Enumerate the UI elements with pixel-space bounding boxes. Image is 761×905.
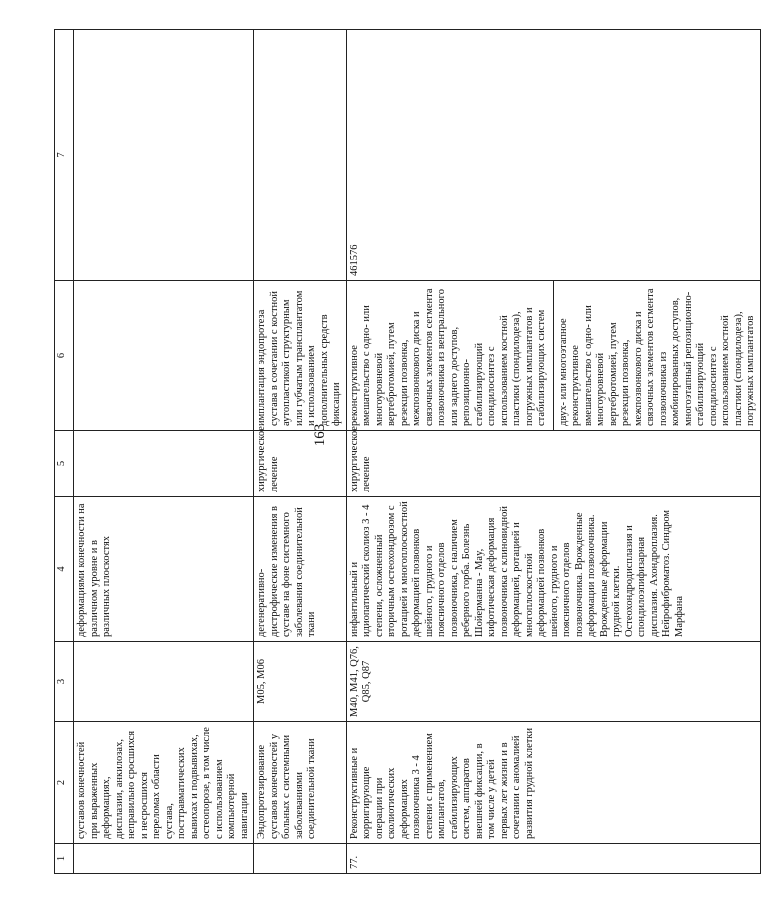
- cell-codes: M05, M06: [254, 642, 347, 722]
- cell-codes: M40, M41, Q76, Q85, Q87: [346, 642, 760, 722]
- col-header-4: 4: [55, 497, 74, 642]
- cell-method: имплантация эндопротеза сустава в сочетании с костной аутопластикой структурным или губчатым трансплантатом и использованием дополнительных средств фиксации: [254, 281, 347, 431]
- cell-model: деформациями конечности на различном уровне и в различных плоскостях: [74, 497, 254, 642]
- col-header-3: 3: [55, 642, 74, 722]
- cell-cost: 461576: [346, 30, 760, 281]
- header-row: [55, 30, 74, 874]
- page-number: 163: [312, 423, 328, 447]
- cell-num: [254, 844, 347, 874]
- method-text-2: двух- или многоэтапное реконструктивное вмешательство с одно- или многоуровневой вертебротомией, путем резекции позвонка, межпозвонкового диска и связочных элементов сегмента позвоночника из комбинированных доступов, многоэтапный репозиционно-стабилизирующий спондилосинтез с использованием костной пластики (спондилодеза), погружных имплантатов: [553, 281, 758, 430]
- col-header-5: 5: [55, 431, 74, 497]
- cell-method: [74, 281, 254, 431]
- cell-treatment: хирургическое лечение: [254, 431, 347, 497]
- cell-cost: [74, 30, 254, 281]
- cell-name: Реконструктивные и корригирующие операции при сколиотических деформациях позвоночника 3 - 4 степени с применением имплантатов, стабилизирующих систем, аппаратов внешней фиксации, в том числе у детей первых лет жизни и в сочетании с аномалией развития грудной клетки: [346, 722, 760, 844]
- col-header-6: 6: [55, 281, 74, 431]
- rotated-page: [54, 30, 756, 874]
- col-header-1: 1: [55, 844, 74, 874]
- cell-name: суставов конечностей при выраженных деформациях, дисплазии, анкилозах, неправильно сросшихся и несросшихся переломах области сустава, посттравматических вывихах и подвывихах, остеопорозе, в том числе с использованием компьютерной навигации: [74, 722, 254, 844]
- col-header-7: 7: [55, 30, 74, 281]
- table-row: [346, 30, 760, 874]
- cell-codes: [74, 642, 254, 722]
- method-text: реконструктивное вмешательство с одно- или многоуровневой вертебротомией, путем резекции позвонка, межпозвонкового диска и связочных элементов сегмента позвоночника из вентрального или заднего доступов, репозиционно-стабилизирующий спондилосинтез с использованием костной пластики (спондилодеза), погружных имплантатов и стабилизирующих систем: [348, 288, 547, 426]
- table-row: [74, 30, 254, 874]
- cell-treatment: хирургическое лечение: [346, 431, 760, 497]
- col-header-2: 2: [55, 722, 74, 844]
- cell-num: 77.: [346, 844, 760, 874]
- cell-num: [74, 844, 254, 874]
- cell-treatment: [74, 431, 254, 497]
- procedures-table: [54, 29, 761, 874]
- cell-model: дегенеративно-дистрофические изменения в суставе на фоне системного заболевания соединительной ткани: [254, 497, 347, 642]
- cell-name: Эндопротезирование суставов конечностей у больных с системными заболеваниями соединительной ткани: [254, 722, 347, 844]
- cell-cost: [254, 30, 347, 281]
- cell-model: инфантильный и идиопатический сколиоз 3 - 4 степени, осложненный вторичным остеохондрозом с ротацией и многоплоскостной деформацией позвонков шейного, грудного и поясничного отделов позвоночника, с наличием реберного горба. Болезнь Шойерманна - May, кифотическая деформация позвоночника с клиновидной деформацией, ротацией и многоплоскостной деформацией позвонков шейного, грудного и поясничного отделов позвоночника. Врожденные деформации позвоночника. Врожденные деформации грудной клетки. Остеохондродисплазия и спондилоэпифизарная дисплазия. Ахондроплазия. Нейрофиброматоз. Синдром Марфана: [346, 497, 760, 642]
- cell-method: [346, 281, 760, 431]
- table-row: [254, 30, 347, 874]
